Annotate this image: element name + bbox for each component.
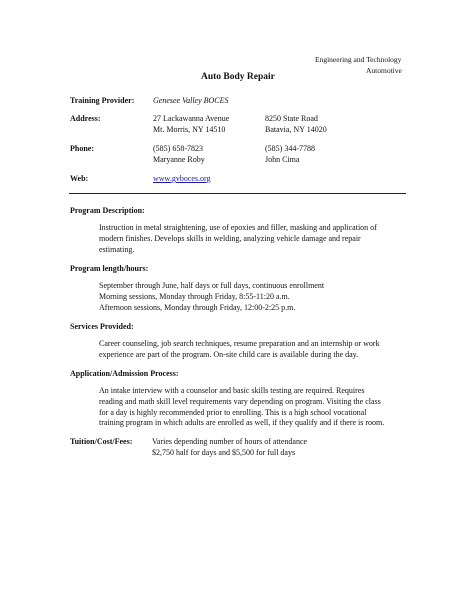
phone-right-number: (585) 344-7788 [265,144,315,153]
tuition-text [152,437,307,459]
department-label: Engineering and Technology [315,55,402,64]
tuition-line: $2,750 half for days and $5,500 for full days [152,447,296,457]
address-left-line-2: Mt. Morris, NY 14510 [153,125,226,134]
tuition-heading: Tuition/Cost/Fees: [70,437,133,446]
program-description-line: Instruction in metal straightening, use of epoxies and filler, masking and application of [99,223,377,232]
program-description-heading: Program Description: [70,206,145,215]
provider-label: Training Provider: [70,96,135,105]
services-line: experience are part of the program. On-site child care is available during the day. [99,349,359,359]
address-right-line-2: Batavia, NY 14020 [265,125,327,134]
admission-heading: Application/Admission Process: [70,369,179,378]
program-length-line: September through June, half days or full days, continuous enrollment [99,281,325,290]
program-description-line: modern finishes. Develops skills in welding, analyzing vehicle damage and repair [99,233,361,243]
web-label: Web: [70,174,89,183]
address-left-line-1: 27 Lackawanna Avenue [153,114,230,123]
services-text [99,339,380,361]
admission-text [99,386,384,429]
address-right-line-1: 8250 State Road [265,114,318,123]
provider-value: Genesee Valley BOCES [153,96,229,105]
program-length-text [99,281,324,313]
web-link[interactable]: www.gvboces.org [153,174,211,183]
admission-line: for a day is highly recommended prior to enrolling. This is a high school vocational [99,407,367,417]
section-divider [69,193,406,194]
admission-line: reading and math skill level requirements vary depending on program. Visiting the class [99,396,381,406]
phone-left-number: (585) 658-7823 [153,144,203,153]
admission-line: training program in which adults are enrolled as well, if they qualify and if there is room. [99,418,385,428]
phone-right-contact: John Cima [265,155,300,164]
admission-line: An intake interview with a counselor and basic skills testing are required. Requires [99,386,365,395]
program-length-line: Morning sessions, Monday through Friday, 8:55-11:20 a.m. [99,291,290,301]
program-description-line: estimating. [99,244,135,254]
phone-left-contact: Maryanne Roby [153,155,205,164]
phone-label: Phone: [70,144,94,153]
tuition-line: Varies depending number of hours of attendance [152,437,308,446]
services-line: Career counseling, job search techniques, resume preparation and an internship or work [99,339,380,348]
page-title: Auto Body Repair [201,72,275,82]
address-label: Address: [70,114,101,123]
program-description-text [99,223,377,255]
cluster-label: Automotive [366,66,402,75]
program-length-line: Afternoon sessions, Monday through Friday, 12:00-2:25 p.m. [99,302,296,312]
program-length-heading: Program length/hours: [70,264,149,273]
services-heading: Services Provided: [70,322,134,331]
